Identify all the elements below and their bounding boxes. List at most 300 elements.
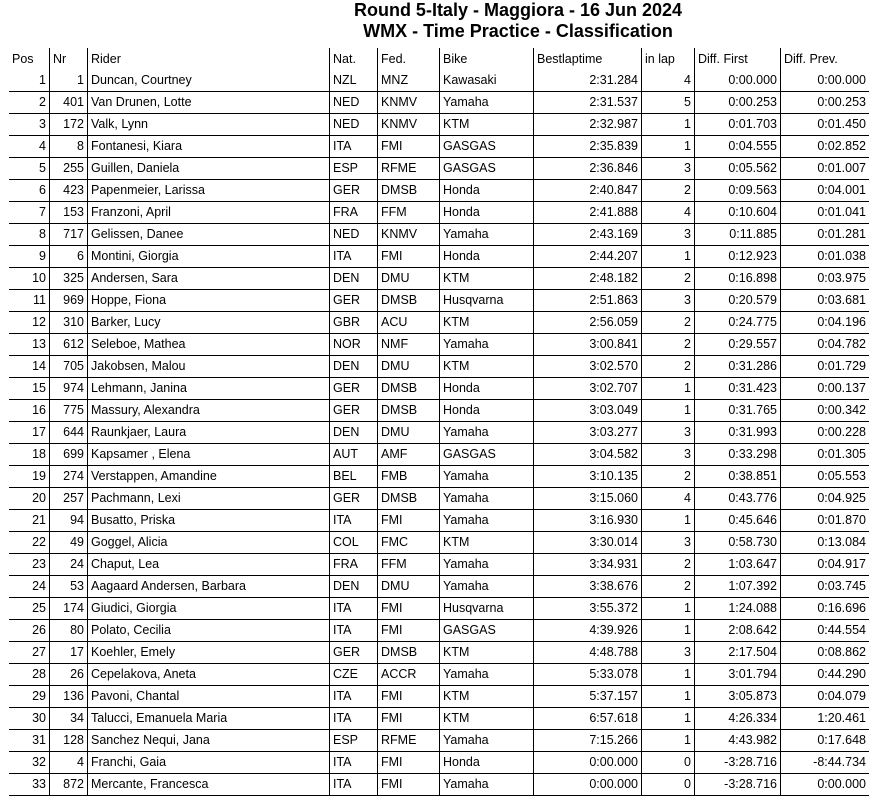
cell-pos: 2 — [9, 92, 49, 114]
column-header-bestlaptime: Bestlaptime — [533, 48, 641, 70]
cell-diff-prev: 0:04.001 — [780, 180, 869, 202]
cell-bike: Yamaha — [439, 554, 533, 576]
cell-diff-first: 0:04.555 — [694, 136, 780, 158]
table-row — [9, 554, 869, 576]
cell-diff-first: 0:31.993 — [694, 422, 780, 444]
cell-fed: FFM — [377, 554, 439, 576]
cell-nat: COL — [329, 532, 377, 554]
cell-in-lap: 1 — [641, 620, 694, 642]
cell-fed: FMI — [377, 708, 439, 730]
cell-in-lap: 3 — [641, 444, 694, 466]
cell-rider: Mercante, Francesca — [87, 774, 329, 796]
cell-bestlaptime: 0:00.000 — [533, 752, 641, 774]
cell-in-lap: 2 — [641, 466, 694, 488]
cell-bestlaptime: 2:32.987 — [533, 114, 641, 136]
cell-nat: ITA — [329, 774, 377, 796]
cell-rider: Busatto, Priska — [87, 510, 329, 532]
table-row — [9, 202, 869, 224]
cell-pos: 22 — [9, 532, 49, 554]
cell-bestlaptime: 2:43.169 — [533, 224, 641, 246]
cell-diff-first: 0:11.885 — [694, 224, 780, 246]
cell-nat: GER — [329, 378, 377, 400]
table-header-row — [9, 48, 869, 70]
cell-diff-prev: 0:44.290 — [780, 664, 869, 686]
cell-nat: ITA — [329, 752, 377, 774]
cell-diff-first: 1:07.392 — [694, 576, 780, 598]
cell-bike: GASGAS — [439, 620, 533, 642]
cell-diff-prev: 0:17.648 — [780, 730, 869, 752]
cell-nat: FRA — [329, 554, 377, 576]
cell-in-lap: 0 — [641, 774, 694, 796]
cell-rider: Van Drunen, Lotte — [87, 92, 329, 114]
cell-diff-prev: 0:01.729 — [780, 356, 869, 378]
cell-nat: GER — [329, 180, 377, 202]
table-row — [9, 444, 869, 466]
table-row — [9, 510, 869, 532]
cell-bestlaptime: 2:35.839 — [533, 136, 641, 158]
cell-bestlaptime: 2:31.284 — [533, 70, 641, 92]
cell-bike: KTM — [439, 312, 533, 334]
cell-in-lap: 2 — [641, 180, 694, 202]
column-header-nr: Nr — [49, 48, 87, 70]
cell-bike: GASGAS — [439, 158, 533, 180]
cell-in-lap: 1 — [641, 510, 694, 532]
cell-bike: Yamaha — [439, 224, 533, 246]
table-row — [9, 642, 869, 664]
cell-fed: FMI — [377, 620, 439, 642]
cell-diff-prev: 0:05.553 — [780, 466, 869, 488]
cell-fed: FMI — [377, 752, 439, 774]
cell-bike: Kawasaki — [439, 70, 533, 92]
cell-diff-prev: 0:03.681 — [780, 290, 869, 312]
cell-nat: CZE — [329, 664, 377, 686]
cell-nr: 310 — [49, 312, 87, 334]
cell-pos: 7 — [9, 202, 49, 224]
cell-rider: Andersen, Sara — [87, 268, 329, 290]
cell-fed: DMU — [377, 356, 439, 378]
cell-in-lap: 0 — [641, 752, 694, 774]
cell-nat: GER — [329, 642, 377, 664]
cell-nat: DEN — [329, 356, 377, 378]
cell-diff-prev: 0:44.554 — [780, 620, 869, 642]
cell-bike: Yamaha — [439, 774, 533, 796]
cell-fed: FMC — [377, 532, 439, 554]
cell-diff-first: 0:58.730 — [694, 532, 780, 554]
cell-in-lap: 3 — [641, 224, 694, 246]
cell-nat: ITA — [329, 708, 377, 730]
cell-fed: FMI — [377, 598, 439, 620]
cell-nat: FRA — [329, 202, 377, 224]
cell-fed: KNMV — [377, 224, 439, 246]
cell-rider: Pavoni, Chantal — [87, 686, 329, 708]
cell-nat: NED — [329, 114, 377, 136]
cell-bestlaptime: 4:39.926 — [533, 620, 641, 642]
cell-diff-first: 0:29.557 — [694, 334, 780, 356]
cell-diff-first: 0:33.298 — [694, 444, 780, 466]
cell-diff-first: 0:05.562 — [694, 158, 780, 180]
cell-rider: Fontanesi, Kiara — [87, 136, 329, 158]
cell-nat: ESP — [329, 158, 377, 180]
cell-diff-first: 0:43.776 — [694, 488, 780, 510]
table-row — [9, 378, 869, 400]
cell-rider: Kapsamer , Elena — [87, 444, 329, 466]
cell-bike: Honda — [439, 378, 533, 400]
cell-diff-prev: 0:01.870 — [780, 510, 869, 532]
cell-fed: DMSB — [377, 378, 439, 400]
cell-diff-first: 0:45.646 — [694, 510, 780, 532]
cell-diff-first: 0:16.898 — [694, 268, 780, 290]
cell-rider: Cepelakova, Aneta — [87, 664, 329, 686]
cell-diff-prev: 0:00.253 — [780, 92, 869, 114]
cell-rider: Montini, Giorgia — [87, 246, 329, 268]
page-subtitle: WMX - Time Practice - Classification — [363, 21, 673, 41]
cell-rider: Seleboe, Mathea — [87, 334, 329, 356]
table-row — [9, 466, 869, 488]
cell-rider: Sanchez Nequi, Jana — [87, 730, 329, 752]
column-header-diff-prev: Diff. Prev. — [780, 48, 869, 70]
cell-pos: 33 — [9, 774, 49, 796]
cell-bestlaptime: 2:56.059 — [533, 312, 641, 334]
cell-diff-prev: 0:01.305 — [780, 444, 869, 466]
cell-nat: ITA — [329, 598, 377, 620]
cell-diff-first: 0:20.579 — [694, 290, 780, 312]
table-row — [9, 400, 869, 422]
cell-in-lap: 3 — [641, 642, 694, 664]
cell-in-lap: 3 — [641, 290, 694, 312]
cell-pos: 15 — [9, 378, 49, 400]
cell-nr: 17 — [49, 642, 87, 664]
table-row — [9, 664, 869, 686]
cell-nr: 6 — [49, 246, 87, 268]
cell-diff-prev: 0:00.137 — [780, 378, 869, 400]
cell-bike: KTM — [439, 708, 533, 730]
cell-pos: 6 — [9, 180, 49, 202]
cell-bike: GASGAS — [439, 136, 533, 158]
cell-in-lap: 2 — [641, 268, 694, 290]
cell-in-lap: 1 — [641, 730, 694, 752]
cell-nat: BEL — [329, 466, 377, 488]
cell-nat: NOR — [329, 334, 377, 356]
cell-fed: MNZ — [377, 70, 439, 92]
cell-fed: FMI — [377, 686, 439, 708]
cell-nr: 612 — [49, 334, 87, 356]
cell-pos: 14 — [9, 356, 49, 378]
cell-rider: Polato, Cecilia — [87, 620, 329, 642]
cell-bike: Yamaha — [439, 510, 533, 532]
cell-pos: 27 — [9, 642, 49, 664]
cell-bestlaptime: 3:16.930 — [533, 510, 641, 532]
cell-diff-first: 3:05.873 — [694, 686, 780, 708]
table-row — [9, 620, 869, 642]
table-row — [9, 422, 869, 444]
cell-bestlaptime: 2:40.847 — [533, 180, 641, 202]
cell-pos: 13 — [9, 334, 49, 356]
cell-diff-first: 0:10.604 — [694, 202, 780, 224]
cell-diff-first: -3:28.716 — [694, 774, 780, 796]
cell-in-lap: 1 — [641, 400, 694, 422]
cell-diff-prev: 0:00.342 — [780, 400, 869, 422]
cell-in-lap: 1 — [641, 114, 694, 136]
cell-bike: KTM — [439, 686, 533, 708]
cell-bike: Honda — [439, 202, 533, 224]
cell-nat: ITA — [329, 246, 377, 268]
cell-nr: 974 — [49, 378, 87, 400]
cell-nr: 872 — [49, 774, 87, 796]
column-header-rider: Rider — [87, 48, 329, 70]
cell-bike: GASGAS — [439, 444, 533, 466]
cell-bike: Husqvarna — [439, 290, 533, 312]
cell-nat: NZL — [329, 70, 377, 92]
cell-pos: 1 — [9, 70, 49, 92]
table-row — [9, 158, 869, 180]
cell-pos: 32 — [9, 752, 49, 774]
cell-in-lap: 1 — [641, 246, 694, 268]
cell-nr: 969 — [49, 290, 87, 312]
cell-nat: ITA — [329, 136, 377, 158]
table-row — [9, 730, 869, 752]
cell-rider: Duncan, Courtney — [87, 70, 329, 92]
cell-diff-first: 0:24.775 — [694, 312, 780, 334]
cell-pos: 25 — [9, 598, 49, 620]
cell-rider: Aagaard Andersen, Barbara — [87, 576, 329, 598]
cell-nr: 4 — [49, 752, 87, 774]
cell-fed: FFM — [377, 202, 439, 224]
cell-diff-prev: 0:04.925 — [780, 488, 869, 510]
cell-rider: Talucci, Emanuela Maria — [87, 708, 329, 730]
cell-diff-prev: 0:13.084 — [780, 532, 869, 554]
cell-bestlaptime: 2:41.888 — [533, 202, 641, 224]
cell-nr: 24 — [49, 554, 87, 576]
cell-bestlaptime: 6:57.618 — [533, 708, 641, 730]
cell-bestlaptime: 3:34.931 — [533, 554, 641, 576]
cell-diff-first: 0:01.703 — [694, 114, 780, 136]
cell-pos: 30 — [9, 708, 49, 730]
cell-pos: 28 — [9, 664, 49, 686]
table-row — [9, 136, 869, 158]
cell-in-lap: 4 — [641, 488, 694, 510]
cell-pos: 31 — [9, 730, 49, 752]
cell-bestlaptime: 3:15.060 — [533, 488, 641, 510]
cell-pos: 5 — [9, 158, 49, 180]
cell-bike: KTM — [439, 532, 533, 554]
cell-nat: NED — [329, 224, 377, 246]
table-row — [9, 180, 869, 202]
cell-fed: RFME — [377, 730, 439, 752]
table-row — [9, 686, 869, 708]
cell-rider: Pachmann, Lexi — [87, 488, 329, 510]
cell-nr: 80 — [49, 620, 87, 642]
cell-diff-prev: 0:01.041 — [780, 202, 869, 224]
cell-diff-prev: 0:04.782 — [780, 334, 869, 356]
table-row — [9, 114, 869, 136]
cell-diff-first: 0:31.286 — [694, 356, 780, 378]
cell-in-lap: 5 — [641, 92, 694, 114]
cell-bestlaptime: 7:15.266 — [533, 730, 641, 752]
cell-fed: DMSB — [377, 180, 439, 202]
cell-bike: Yamaha — [439, 664, 533, 686]
cell-nat: DEN — [329, 268, 377, 290]
cell-pos: 9 — [9, 246, 49, 268]
cell-bestlaptime: 2:51.863 — [533, 290, 641, 312]
table-row — [9, 598, 869, 620]
cell-bike: KTM — [439, 114, 533, 136]
cell-nr: 274 — [49, 466, 87, 488]
cell-diff-first: 0:00.253 — [694, 92, 780, 114]
cell-in-lap: 4 — [641, 70, 694, 92]
cell-bestlaptime: 2:31.537 — [533, 92, 641, 114]
cell-bestlaptime: 4:48.788 — [533, 642, 641, 664]
cell-diff-prev: 0:01.007 — [780, 158, 869, 180]
table-row — [9, 246, 869, 268]
cell-bestlaptime: 3:10.135 — [533, 466, 641, 488]
table-row — [9, 268, 869, 290]
cell-nr: 172 — [49, 114, 87, 136]
column-header-diff-first: Diff. First — [694, 48, 780, 70]
cell-pos: 12 — [9, 312, 49, 334]
cell-bike: Yamaha — [439, 730, 533, 752]
cell-diff-prev: 0:08.862 — [780, 642, 869, 664]
cell-nr: 717 — [49, 224, 87, 246]
column-header-nat: Nat. — [329, 48, 377, 70]
cell-bike: KTM — [439, 642, 533, 664]
classification-table — [9, 48, 869, 796]
cell-bike: Yamaha — [439, 466, 533, 488]
cell-diff-prev: 0:04.079 — [780, 686, 869, 708]
table-row — [9, 334, 869, 356]
cell-diff-prev: 1:20.461 — [780, 708, 869, 730]
cell-nat: DEN — [329, 422, 377, 444]
table-row — [9, 224, 869, 246]
cell-bike: Honda — [439, 400, 533, 422]
cell-diff-first: 0:12.923 — [694, 246, 780, 268]
cell-fed: DMU — [377, 422, 439, 444]
cell-in-lap: 2 — [641, 312, 694, 334]
cell-in-lap: 2 — [641, 576, 694, 598]
cell-bike: Husqvarna — [439, 598, 533, 620]
table-row — [9, 708, 869, 730]
cell-bestlaptime: 3:38.676 — [533, 576, 641, 598]
cell-fed: FMI — [377, 136, 439, 158]
cell-fed: KNMV — [377, 92, 439, 114]
cell-pos: 19 — [9, 466, 49, 488]
cell-pos: 24 — [9, 576, 49, 598]
cell-rider: Raunkjaer, Laura — [87, 422, 329, 444]
cell-nr: 174 — [49, 598, 87, 620]
cell-fed: AMF — [377, 444, 439, 466]
cell-diff-prev: 0:01.038 — [780, 246, 869, 268]
cell-pos: 4 — [9, 136, 49, 158]
cell-bestlaptime: 3:02.570 — [533, 356, 641, 378]
cell-fed: KNMV — [377, 114, 439, 136]
cell-fed: NMF — [377, 334, 439, 356]
cell-fed: ACU — [377, 312, 439, 334]
cell-in-lap: 1 — [641, 686, 694, 708]
table-row — [9, 752, 869, 774]
cell-rider: Papenmeier, Larissa — [87, 180, 329, 202]
cell-diff-first: 4:26.334 — [694, 708, 780, 730]
cell-diff-prev: 0:04.196 — [780, 312, 869, 334]
cell-bike: KTM — [439, 356, 533, 378]
cell-pos: 8 — [9, 224, 49, 246]
column-header-in-lap: in lap — [641, 48, 694, 70]
cell-in-lap: 2 — [641, 554, 694, 576]
cell-bestlaptime: 2:44.207 — [533, 246, 641, 268]
cell-pos: 17 — [9, 422, 49, 444]
cell-in-lap: 1 — [641, 664, 694, 686]
column-header-bike: Bike — [439, 48, 533, 70]
cell-pos: 29 — [9, 686, 49, 708]
table-row — [9, 576, 869, 598]
cell-pos: 10 — [9, 268, 49, 290]
cell-nr: 255 — [49, 158, 87, 180]
cell-rider: Lehmann, Janina — [87, 378, 329, 400]
cell-diff-first: -3:28.716 — [694, 752, 780, 774]
cell-diff-prev: 0:16.696 — [780, 598, 869, 620]
table-row — [9, 774, 869, 796]
cell-pos: 21 — [9, 510, 49, 532]
cell-in-lap: 1 — [641, 708, 694, 730]
cell-bestlaptime: 3:04.582 — [533, 444, 641, 466]
cell-pos: 11 — [9, 290, 49, 312]
cell-diff-first: 0:00.000 — [694, 70, 780, 92]
cell-diff-first: 1:24.088 — [694, 598, 780, 620]
cell-fed: FMI — [377, 774, 439, 796]
cell-rider: Massury, Alexandra — [87, 400, 329, 422]
cell-rider: Jakobsen, Malou — [87, 356, 329, 378]
cell-rider: Hoppe, Fiona — [87, 290, 329, 312]
cell-fed: FMI — [377, 246, 439, 268]
cell-diff-first: 3:01.794 — [694, 664, 780, 686]
cell-nr: 136 — [49, 686, 87, 708]
cell-pos: 23 — [9, 554, 49, 576]
table-row — [9, 92, 869, 114]
table-row — [9, 70, 869, 92]
cell-nr: 53 — [49, 576, 87, 598]
cell-diff-prev: -8:44.734 — [780, 752, 869, 774]
cell-nr: 26 — [49, 664, 87, 686]
cell-in-lap: 1 — [641, 378, 694, 400]
cell-fed: DMSB — [377, 290, 439, 312]
cell-in-lap: 2 — [641, 334, 694, 356]
cell-in-lap: 3 — [641, 158, 694, 180]
cell-diff-prev: 0:02.852 — [780, 136, 869, 158]
cell-bike: Yamaha — [439, 488, 533, 510]
cell-diff-prev: 0:00.000 — [780, 774, 869, 796]
cell-fed: FMB — [377, 466, 439, 488]
cell-rider: Valk, Lynn — [87, 114, 329, 136]
cell-fed: DMSB — [377, 400, 439, 422]
column-header-pos: Pos — [12, 52, 34, 66]
cell-bestlaptime: 5:33.078 — [533, 664, 641, 686]
cell-bestlaptime: 2:48.182 — [533, 268, 641, 290]
cell-bestlaptime: 5:37.157 — [533, 686, 641, 708]
cell-diff-prev: 0:01.281 — [780, 224, 869, 246]
cell-diff-first: 0:09.563 — [694, 180, 780, 202]
cell-nr: 257 — [49, 488, 87, 510]
cell-nr: 775 — [49, 400, 87, 422]
cell-nat: ITA — [329, 686, 377, 708]
cell-rider: Franchi, Gaia — [87, 752, 329, 774]
cell-rider: Koehler, Emely — [87, 642, 329, 664]
cell-diff-first: 2:17.504 — [694, 642, 780, 664]
cell-bike: Honda — [439, 180, 533, 202]
cell-rider: Gelissen, Danee — [87, 224, 329, 246]
cell-bestlaptime: 3:03.277 — [533, 422, 641, 444]
cell-bestlaptime: 3:30.014 — [533, 532, 641, 554]
cell-pos: 26 — [9, 620, 49, 642]
cell-in-lap: 3 — [641, 532, 694, 554]
cell-diff-first: 4:43.982 — [694, 730, 780, 752]
